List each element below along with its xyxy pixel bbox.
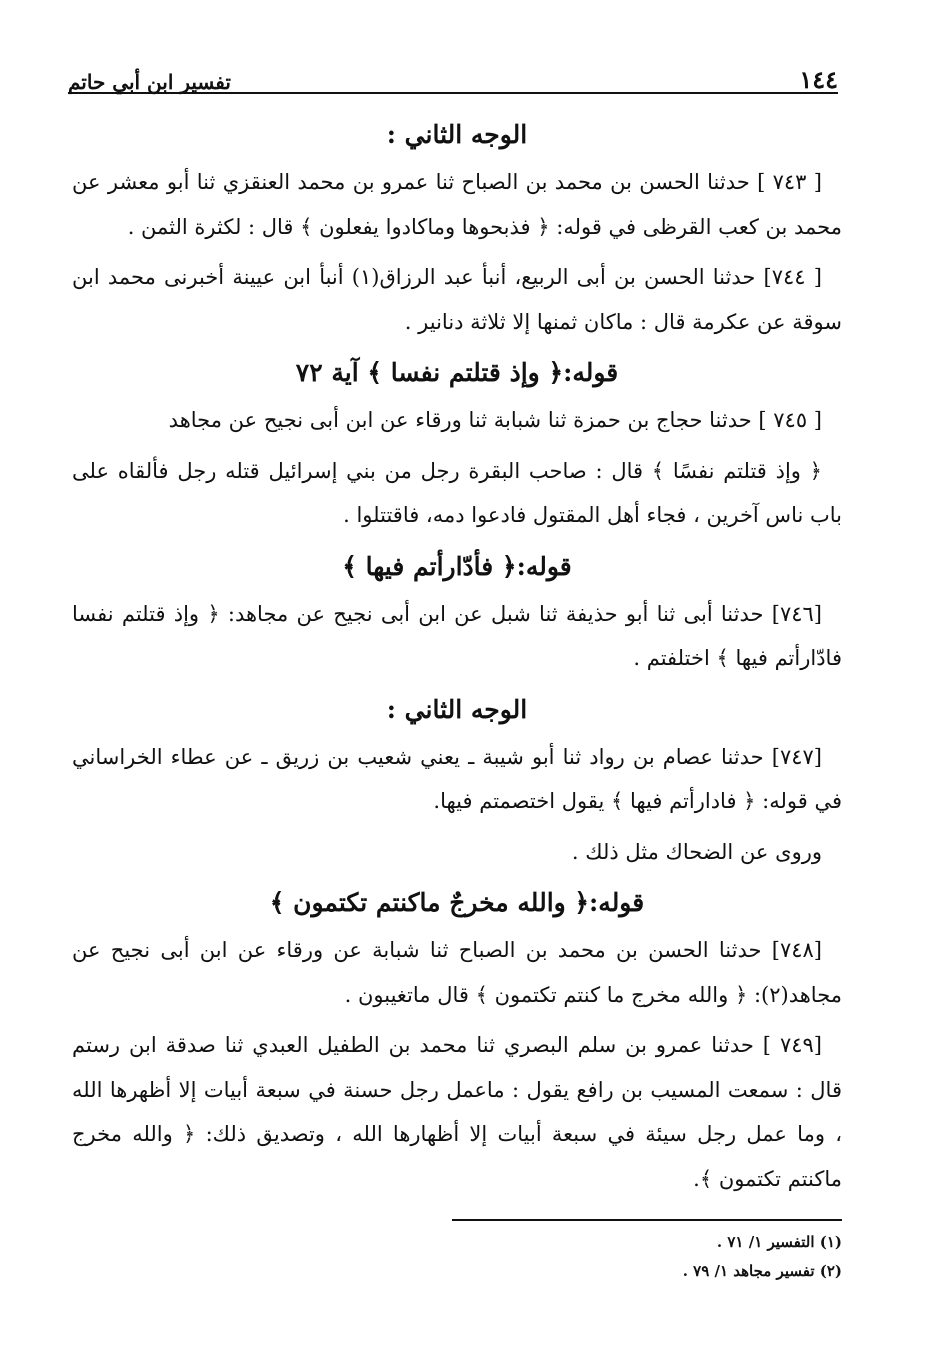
page-number: ١٤٤ (799, 65, 838, 94)
narration-749: [٧٤٩ ] حدثنا عمرو بن سلم البصري ثنا محمد بن الطفيل العبدي ثنا صدقة ابن رستم قال : سمعت المسيب بن رافع يقول : ماعمل رجل حسنة في سبعة أبيات إلا أظهرها الله ، وما عمل رجل سيئة في سبعة أبيات إلا أظهارها الله ، وتصديق ذلك: ﴿ والله مخرج ماكنتم تكتمون ﴾. (72, 1033, 842, 1191)
footnotes (72, 1228, 842, 1286)
running-header (68, 46, 838, 92)
narration-744: [ ٧٤٤] حدثنا الحسن بن أبى الربيع، أنبأ عبد الرزاق(١) أنبأ ابن عيينة أخبرنى محمد ابن سوقة عن عكرمة قال : ماكان ثمنها إلا ثلاثة دنانير . (72, 265, 842, 334)
section-heading: الوجه الثاني : (386, 120, 528, 149)
narration-746: [٧٤٦] حدثنا أبى ثنا أبو حذيفة ثنا شبل عن ابن أبى نجيح عن مجاهد: ﴿ وإذ قتلتم نفسا فادّارأتم فيها ﴾ اختلفتم . (72, 601, 842, 670)
verse-heading: قوله:﴿ فأدّارأتم فيها ﴾ (342, 551, 572, 581)
narration-747: [٧٤٧] حدثنا عصام بن رواد ثنا أبو شيبة ـ يعني شعيب بن زريق ـ عن عطاء الخراساني في قوله: ﴿ فادارأتم فيها ﴾ يقول اختصمتم فيها. (72, 744, 842, 813)
header-rule (68, 92, 838, 94)
narration-745-continued: ﴿ وإذ قتلتم نفسًا ﴾ قال : صاحب البقرة رجل من بني إسرائيل قتله رجل فألقاه على باب ناس آخرين ، فجاء أهل المقتول فادعوا دمه، فاقتتلوا . (72, 458, 842, 527)
footnote-2: (٢) تفسير مجاهد ١/ ٧٩ . (682, 1262, 842, 1280)
section-heading: الوجه الثاني : (386, 694, 528, 724)
verse-heading: قوله:﴿ وإذ قتلتم نفسا ﴾ آية ٧٢ (295, 358, 619, 387)
footnote-rule (452, 1219, 842, 1221)
main-text (72, 112, 842, 1207)
narration-745: [ ٧٤٥ ] حدثنا حجاج بن حمزة ثنا شبابة ثنا ورقاء عن ابن أبى نجيح عن مجاهد (168, 408, 822, 432)
narration-748: [٧٤٨] حدثنا الحسن بن محمد بن الصباح ثنا شبابة عن ورقاء عن ابن أبى نجيح عن مجاهد(٢): ﴿ والله مخرج ما كنتم تكتمون ﴾ قال ماتغيبون . (72, 938, 842, 1007)
book-title: تفسير ابن أبي حاتم (68, 70, 231, 94)
verse-heading: قوله:﴿ والله مخرجٌ ماكنتم تكتمون ﴾ (269, 888, 645, 917)
narration-743: [ ٧٤٣ ] حدثنا الحسن بن محمد بن الصباح ثنا عمرو بن محمد العنقزي ثنا أبو معشر عن محمد بن كعب القرظى في قوله: ﴿ فذبحوها وماكادوا يفعلون ﴾ قال : لكثرة الثمن . (72, 170, 842, 239)
footnote-1: (١) التفسير ١/ ٧١ . (716, 1233, 842, 1251)
narration-note: وروى عن الضحاك مثل ذلك . (571, 839, 822, 864)
